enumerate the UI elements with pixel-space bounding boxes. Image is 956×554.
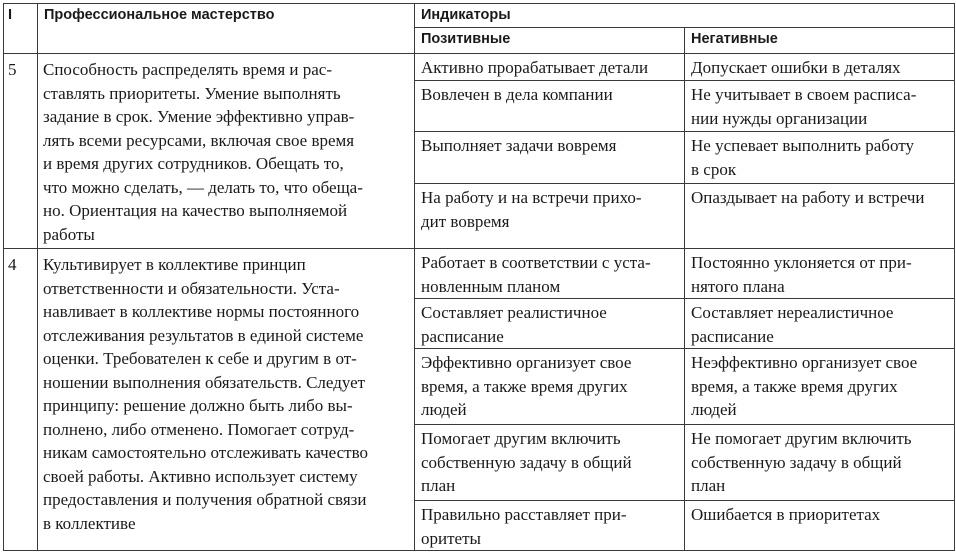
positive-indicator: Активно прорабатывает детали — [415, 54, 685, 81]
header-negative: Негативные — [685, 28, 955, 54]
header-positive: Позитивные — [415, 28, 685, 54]
positive-indicator: Работает в соответствии с уста- новленным планом — [415, 249, 685, 299]
competency-table — [3, 3, 955, 551]
header-indicators: Индикаторы — [415, 4, 955, 28]
row-number: 4 — [4, 249, 38, 551]
row-number: 5 — [4, 54, 38, 249]
header-skill: Профессиональное мастерство — [38, 4, 415, 54]
skill-description: Культивирует в коллективе принцип ответственности и обязательности. Уста- навливает в коллективе нормы постоянного отслеживания результатов в единой системе оценки. Требователен к себе и другим в от- ношении выполнения обязательств. Следует принципу: решение должно быть либо вы- полнено, либо отменено. Помогает сотруд- никам самостоятельно отслеживать качество своей работы. Активно использует систему предоставления и получения обратной связи в коллективе — [38, 249, 415, 551]
header-row — [4, 4, 955, 28]
negative-indicator: Не успевает выполнить работу в срок — [685, 132, 955, 184]
negative-indicator: Неэффективно организует свое время, а также время других людей — [685, 349, 955, 425]
negative-indicator: Ошибается в приоритетах — [685, 501, 955, 551]
negative-indicator: Постоянно уклоняется от при- нятого плана — [685, 249, 955, 299]
header-num: I — [4, 4, 38, 54]
negative-indicator: Не учитывает в своем расписа- нии нужды организации — [685, 81, 955, 132]
positive-indicator: Эффективно организует свое время, а также время других людей — [415, 349, 685, 425]
negative-indicator: Не помогает другим включить собственную задачу в общий план — [685, 425, 955, 501]
positive-indicator: Составляет реалистичное расписание — [415, 299, 685, 349]
skill-description: Способность распределять время и рас- ставлять приоритеты. Умение выполнять задание в срок. Умение эффективно управ- лять всеми ресурсами, включая свое время и время других сотрудников. Обещать то, что можно сделать, — делать то, что обеща- но. Ориентация на качество выполняемой работы — [38, 54, 415, 249]
positive-indicator: На работу и на встречи прихо- дит вовремя — [415, 184, 685, 249]
negative-indicator: Опаздывает на работу и встречи — [685, 184, 955, 249]
positive-indicator: Правильно расставляет при- оритеты — [415, 501, 685, 551]
positive-indicator: Помогает другим включить собственную задачу в общий план — [415, 425, 685, 501]
negative-indicator: Допускает ошибки в деталях — [685, 54, 955, 81]
positive-indicator: Выполняет задачи вовремя — [415, 132, 685, 184]
table-row — [4, 54, 955, 81]
negative-indicator: Составляет нереалистичное расписание — [685, 299, 955, 349]
positive-indicator: Вовлечен в дела компании — [415, 81, 685, 132]
table-row — [4, 249, 955, 299]
